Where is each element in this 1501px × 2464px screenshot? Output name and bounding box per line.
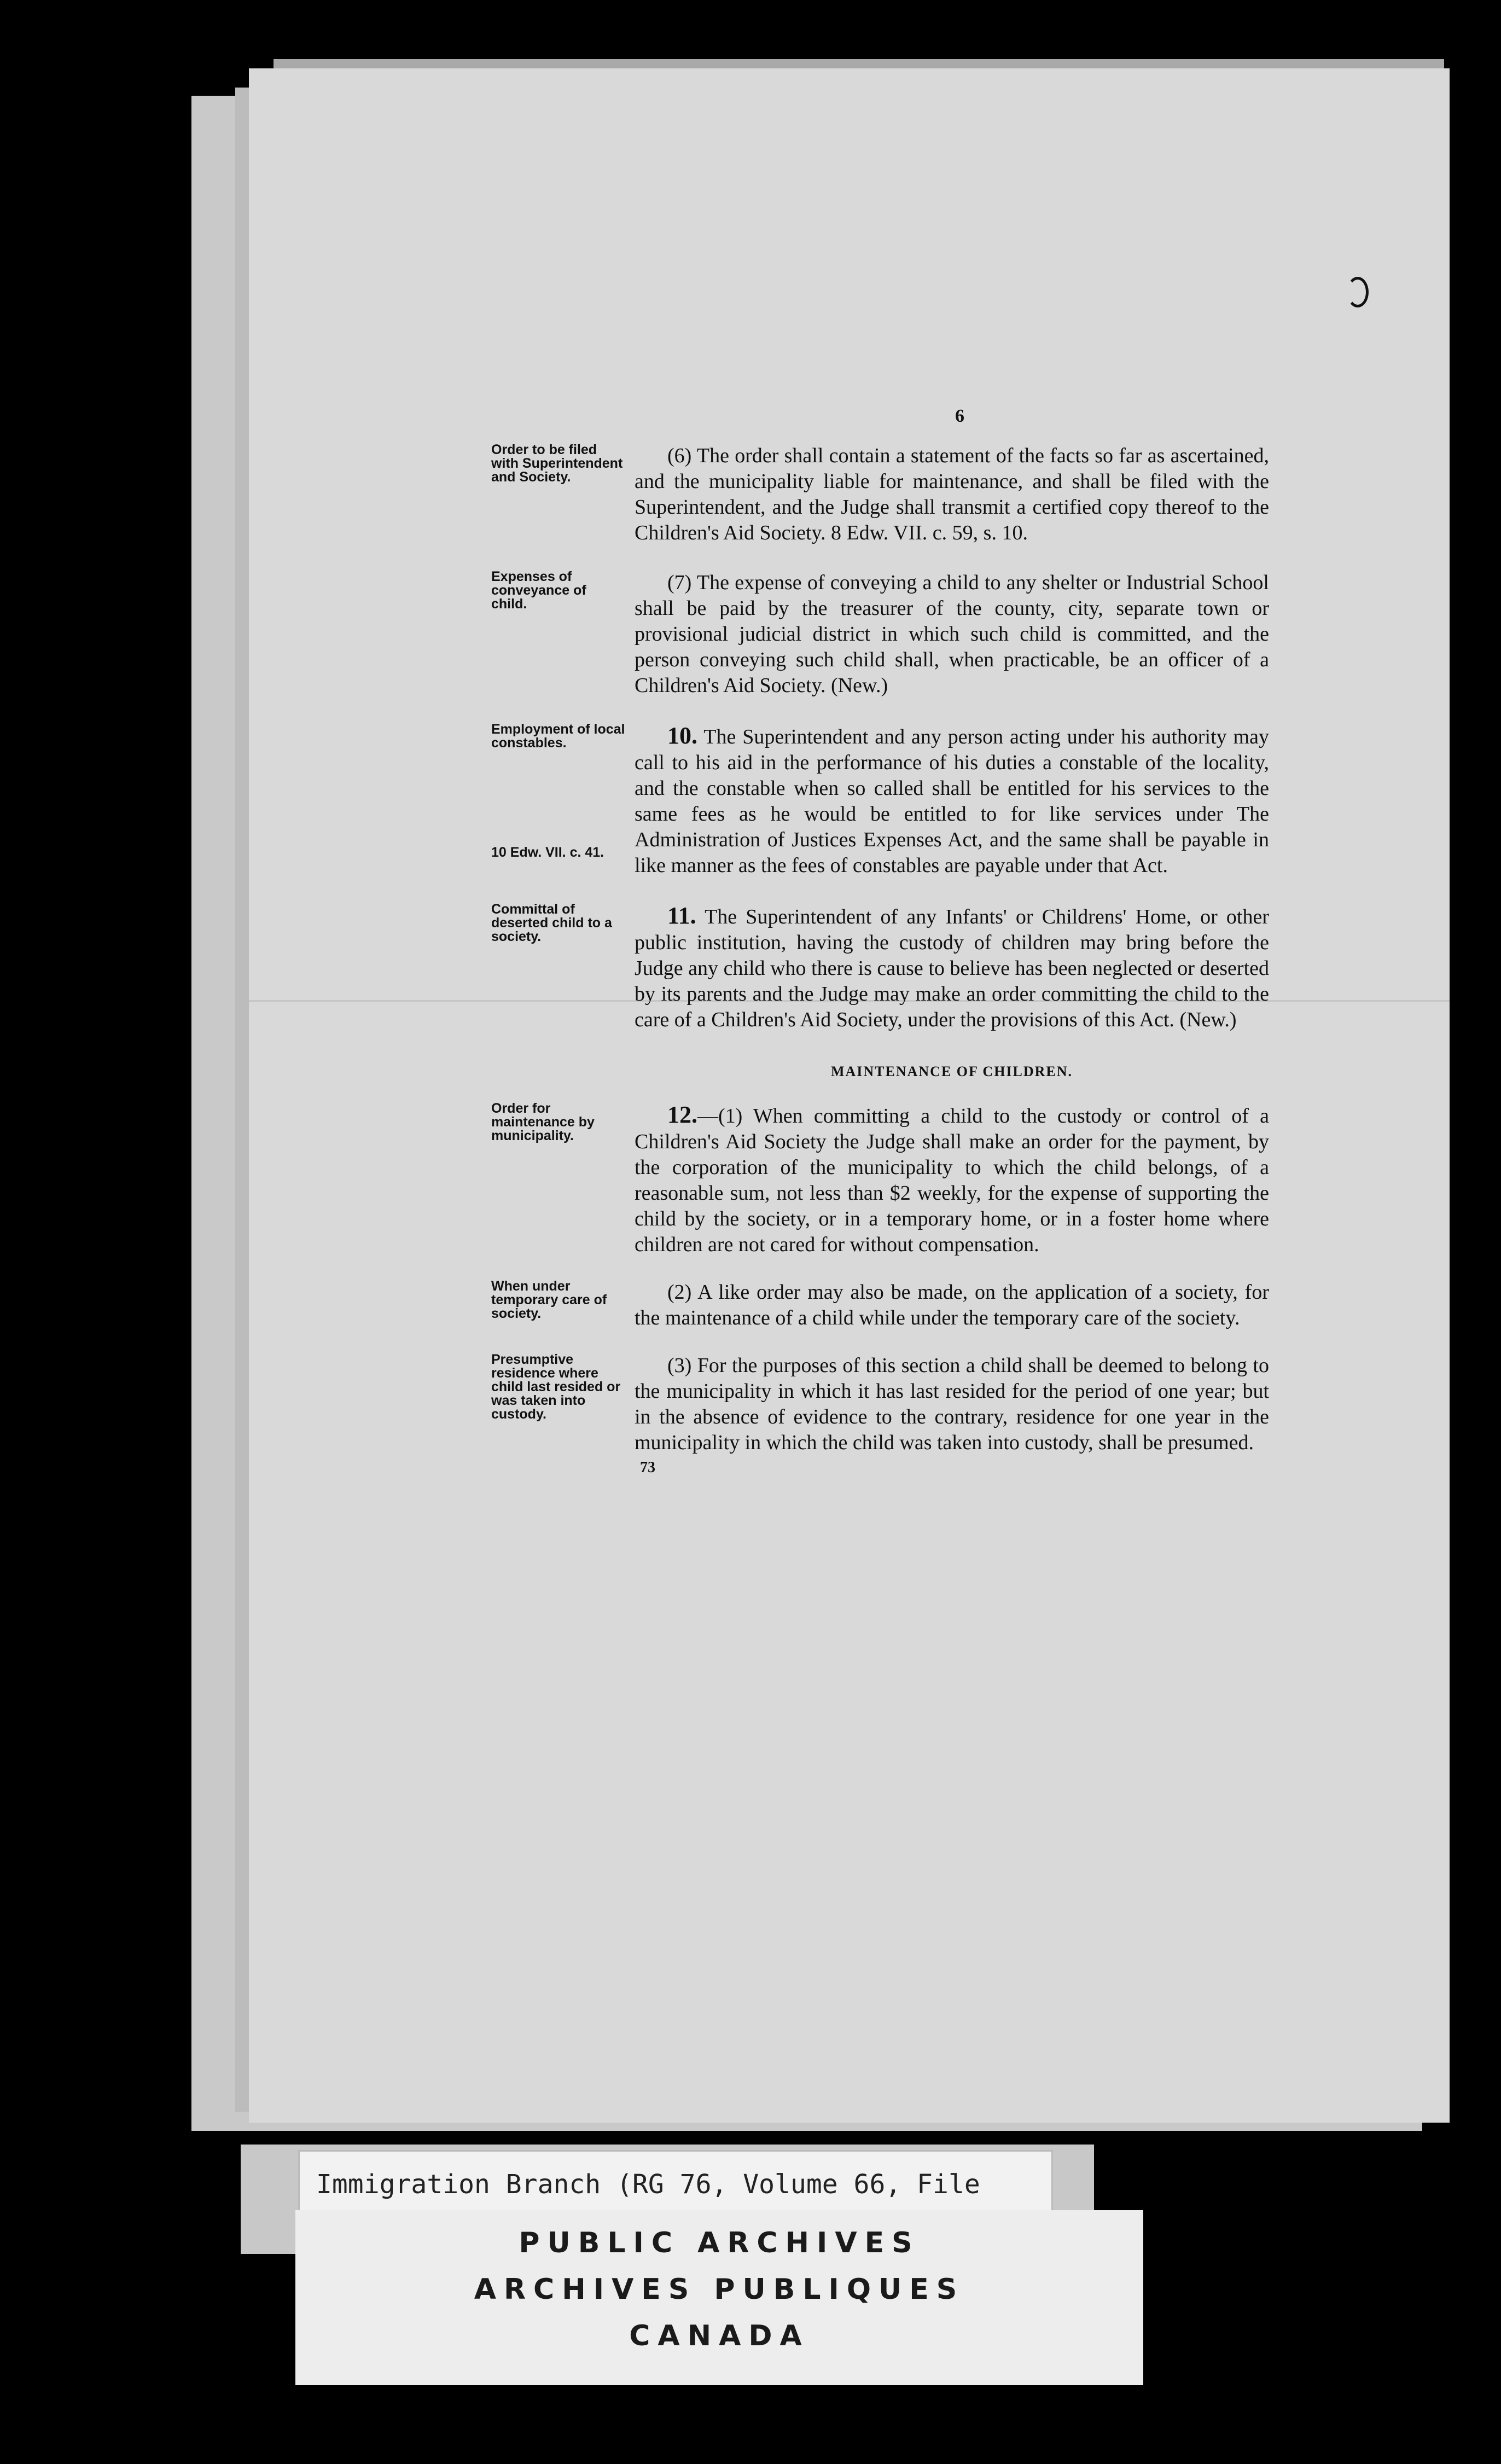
page-content: [492, 443, 1269, 1477]
section-body: The Superintendent of any Infants' or Childrens' Home, or other public institution, having the custody of children may bring before the Judge any child who there is cause to believe has been neglected or deserted by its parents and the Judge may make an order committing the child to the care of a Children's Aid Society, under the provisions of this Act. (New.): [635, 905, 1269, 1031]
archive-stamp: [295, 2210, 1143, 2385]
section-block: [492, 570, 1269, 699]
margin-note: Order for maintenance by municipality.: [491, 1101, 595, 1143]
section-block: [492, 1353, 1269, 1456]
section-text: [635, 903, 1269, 1033]
section-text: [635, 723, 1269, 879]
section-text: (6) The order shall contain a statement of the facts so far as ascertained, and the municipality liable for maintenance, and shall be filed with the Superintendent, and the Judge shall transmit a certified copy thereof to the Children's Aid Society. 8 Edw. VII. c. 59, s. 10.: [635, 444, 1269, 544]
section-block: [492, 903, 1269, 1033]
margin-note: Presumptive residence where child last resided or was taken into custody.: [491, 1352, 621, 1422]
page-number: 6: [955, 406, 964, 426]
section-text: (2) A like order may also be made, on the application of a society, for the maintenance of a child while under the temporary care of the society.: [635, 1281, 1269, 1329]
section-number: 12.: [667, 1101, 697, 1128]
section-text: (7) The expense of conveying a child to any shelter or Industrial School shall be paid by the treasurer of the county, city, separate town or provisional judicial district in which such child is committed, and the person conveying such child shall, when practicable, be an officer of a Children's Aid Society. (New.): [635, 571, 1269, 697]
margin-note: Order to be filed with Superintendent and Society.: [491, 442, 623, 485]
section-number: 10.: [667, 722, 697, 749]
stamp-line-1: PUBLIC ARCHIVES: [519, 2227, 920, 2259]
margin-note-citation: 10 Edw. VII. c. 41.: [491, 845, 604, 860]
printer-number: 73: [640, 1459, 655, 1476]
section-block: [492, 1102, 1269, 1258]
stamp-line-2: ARCHIVES PUBLIQUES: [474, 2273, 965, 2306]
margin-note: When under temporary care of society.: [491, 1279, 607, 1321]
section-block: [492, 1280, 1269, 1331]
section-body: The Superintendent and any person acting under his authority may call to his aid in the performance of his duties a constable of the locality, and the constable when so called shall be entitled for his services to the same fees as he would be entitled to for like services under The Administration of Justices Expenses Act, and the same shall be payable in like manner as the fees of constables are payable under that Act.: [635, 725, 1269, 877]
margin-note: Committal of deserted child to a society.: [491, 902, 612, 944]
section-block: [492, 443, 1269, 546]
section-heading: MAINTENANCE OF CHILDREN.: [830, 1064, 1073, 1079]
section-body: —(1) When committing a child to the custody or control of a Children's Aid Society the Judge shall make an order for the payment, by the corporation of the municipality to which the child belongs, of a reasonable sum, not less than $2 weekly, for the expense of supporting the child by the society, or in a temporary home, or in a foster home where children are not cared for without compensation.: [635, 1105, 1269, 1256]
section-block: [492, 723, 1269, 879]
section-text: [635, 1102, 1269, 1258]
punch-hole: [1347, 277, 1369, 307]
archive-reference-label: Immigration Branch (RG 76, Volume 66, File: [298, 2150, 1053, 2216]
section-text: (3) For the purposes of this section a child shall be deemed to belong to the municipality in which it has last resided for the period of one year; but in the absence of evidence to the contrary, residence for one year in the municipality in which the child was taken into custody, shall be presumed.: [635, 1354, 1269, 1454]
stamp-line-3: CANADA: [629, 2320, 810, 2352]
margin-note: Employment of local constables.: [491, 722, 625, 751]
section-number: 11.: [667, 902, 696, 929]
margin-note: Expenses of conveyance of child.: [491, 569, 586, 612]
